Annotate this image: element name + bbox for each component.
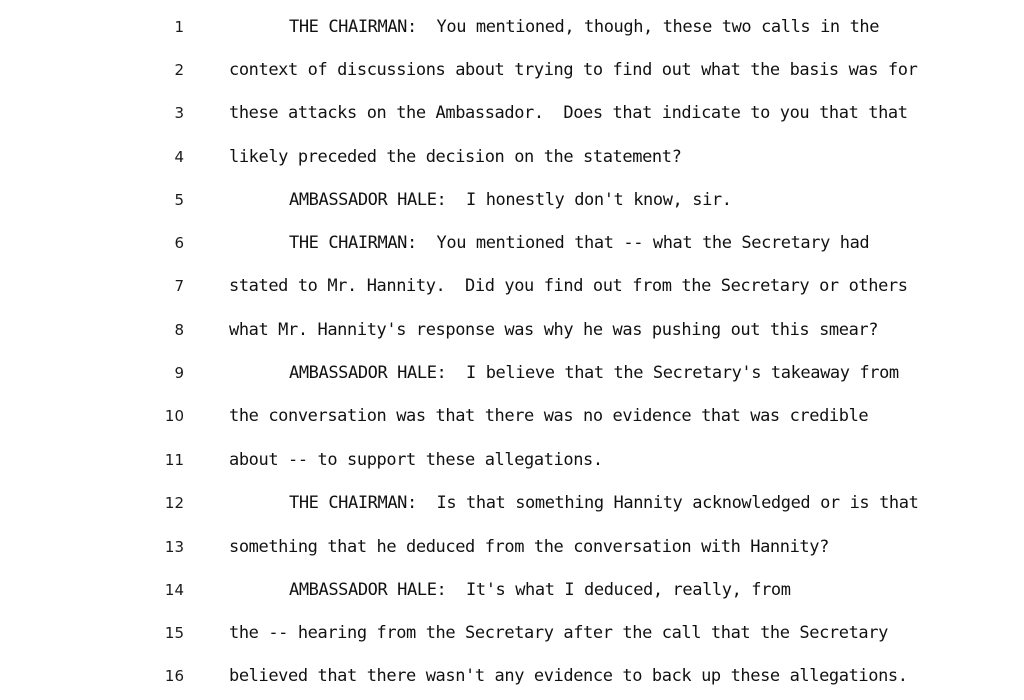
line-text: these attacks on the Ambassador. Does that indicate to you that that [229, 103, 908, 123]
transcript-line [0, 55, 1024, 85]
line-text: AMBASSADOR HALE: It's what I deduced, really, from [289, 580, 791, 600]
line-number: 12 [164, 494, 184, 512]
line-text: context of discussions about trying to find out what the basis was for [229, 60, 918, 80]
transcript-line [0, 12, 1024, 42]
line-number: 14 [164, 581, 184, 599]
line-text: about -- to support these allegations. [229, 450, 603, 470]
line-number: 10 [164, 407, 184, 425]
line-text: believed that there wasn't any evidence to back up these allegations. [229, 666, 908, 686]
line-text: THE CHAIRMAN: Is that something Hannity acknowledged or is that [289, 493, 919, 513]
transcript-line [0, 228, 1024, 258]
line-number: 6 [174, 234, 184, 252]
line-text: something that he deduced from the conversation with Hannity? [229, 537, 829, 557]
transcript-line [0, 271, 1024, 301]
line-number: 11 [164, 451, 184, 469]
line-number: 5 [174, 191, 184, 209]
line-number: 15 [164, 624, 184, 642]
line-text: stated to Mr. Hannity. Did you find out from the Secretary or others [229, 276, 908, 296]
line-number: 13 [164, 538, 184, 556]
line-number: 3 [174, 104, 184, 122]
transcript-line [0, 445, 1024, 475]
line-text: THE CHAIRMAN: You mentioned that -- what the Secretary had [289, 233, 870, 253]
transcript-line [0, 358, 1024, 388]
line-text: AMBASSADOR HALE: I believe that the Secretary's takeaway from [289, 363, 899, 383]
line-number: 2 [174, 61, 184, 79]
transcript-line [0, 532, 1024, 562]
line-text: THE CHAIRMAN: You mentioned, though, these two calls in the [289, 17, 880, 37]
transcript-line [0, 98, 1024, 128]
line-number: 1 [174, 18, 184, 36]
line-text: likely preceded the decision on the statement? [229, 147, 682, 167]
transcript-line [0, 618, 1024, 648]
transcript-line [0, 142, 1024, 172]
line-text: the conversation was that there was no evidence that was credible [229, 406, 869, 426]
transcript-line [0, 185, 1024, 215]
transcript-line [0, 488, 1024, 518]
transcript-line [0, 401, 1024, 431]
line-number: 16 [164, 667, 184, 685]
line-number: 9 [174, 364, 184, 382]
line-text: the -- hearing from the Secretary after the call that the Secretary [229, 623, 888, 643]
line-number: 7 [174, 277, 184, 295]
transcript-line [0, 661, 1024, 691]
line-text: AMBASSADOR HALE: I honestly don't know, sir. [289, 190, 732, 210]
transcript-line [0, 315, 1024, 345]
transcript-line [0, 575, 1024, 605]
line-number: 4 [174, 148, 184, 166]
line-text: what Mr. Hannity's response was why he was pushing out this smear? [229, 320, 879, 340]
line-number: 8 [174, 321, 184, 339]
